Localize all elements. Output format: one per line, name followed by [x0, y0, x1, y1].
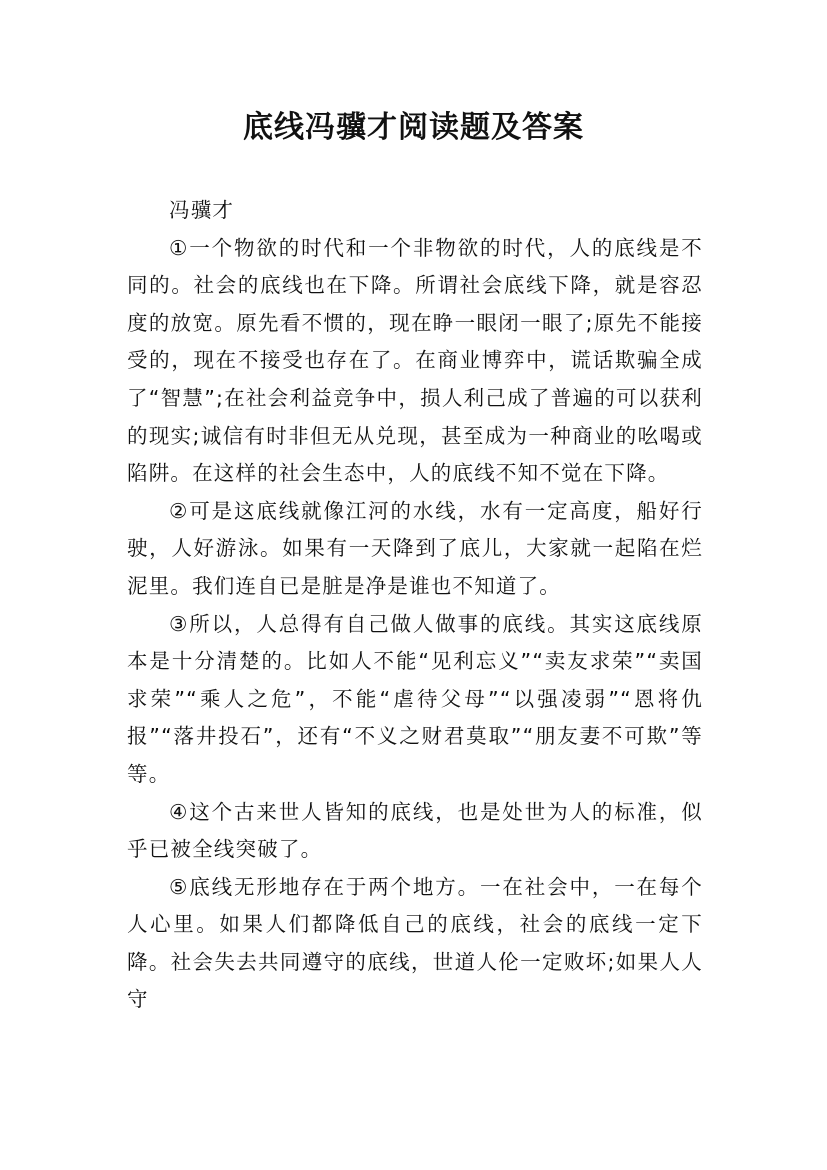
paragraph-3: ③所以，人总得有自己做人做事的底线。其实这底线原本是十分清楚的。比如人不能“见利忘义”“卖友求荣”“卖国求荣”“乘人之危”，不能“虐待父母”“以强凌弱”“恩将仇报”“落井投石”，还有“不义之财君莫取”“朋友妻不可欺”等等。: [127, 611, 703, 786]
article-body: [127, 192, 703, 1019]
document-title: 底线冯骥才阅读题及答案: [243, 110, 584, 145]
paragraph-1: ①一个物欲的时代和一个非物欲的时代，人的底线是不同的。社会的底线也在下降。所谓社会底线下降，就是容忍度的放宽。原先看不惯的，现在睁一眼闭一眼了;原先不能接受的，现在不接受也存在了。在商业博弈中，谎话欺骗全成了“智慧”;在社会利益竞争中，损人利己成了普遍的可以获利的现实;诚信有时非但无从兑现，甚至成为一种商业的吆喝或陷阱。在这样的社会生态中，人的底线不知不觉在下降。: [127, 235, 703, 486]
paragraph-4: ④这个古来世人皆知的底线，也是处世为人的标准，似乎已被全线突破了。: [127, 799, 703, 862]
paragraph-5: ⑤底线无形地存在于两个地方。一在社会中，一在每个人心里。如果人们都降低自己的底线，社会的底线一定下降。社会失去共同遵守的底线，世道人伦一定败坏;如果人人守: [127, 874, 703, 1012]
author-name: 冯骥才: [169, 198, 235, 222]
paragraph-2: ②可是这底线就像江河的水线，水有一定高度，船好行驶，人好游泳。如果有一天降到了底儿，大家就一起陷在烂泥里。我们连自已是脏是净是谁也不知道了。: [127, 498, 703, 598]
